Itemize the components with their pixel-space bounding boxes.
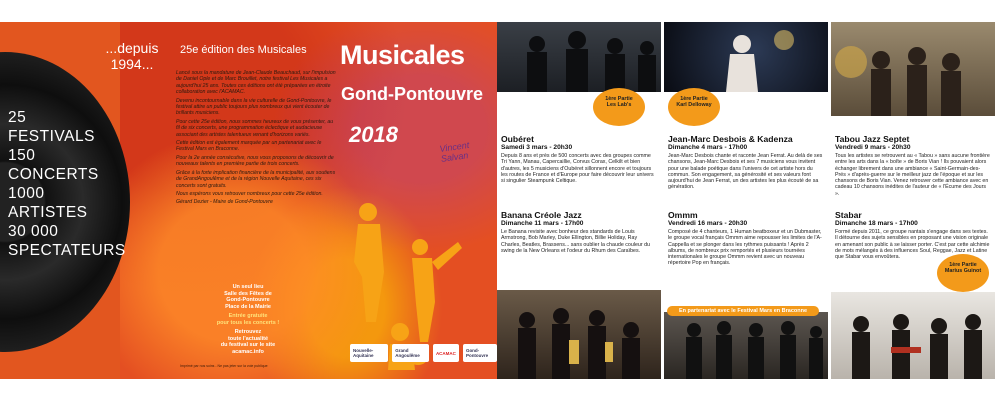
stat-line: 25 (8, 109, 27, 126)
event-card (835, 134, 991, 197)
artist-signature: Vincent Salvan (438, 139, 470, 164)
sponsor-logo: Nouvelle-Aquitaine (350, 344, 388, 362)
festival-year: 2018 (349, 122, 398, 147)
sponsor-logo: Grand Angoulême (392, 344, 429, 362)
programme-column (831, 22, 995, 379)
event-title: Stabar (835, 210, 862, 220)
badge-label: 1ère Partie (680, 96, 708, 102)
entry-line: Entrée gratuite (228, 313, 268, 319)
venue-line: Un seul lieu (232, 284, 264, 290)
letter-paragraph: Grâce à la forte implication financière de la municipalité, aux soutiens de GrandAngoulême et de la région Nouvelle Aquitaine, ces six concerts sont gratuits. (176, 169, 336, 189)
event-description: Jean-Marc Desbois chante et raconte Jean Ferrat. Au delà de ses chansons, Jean-Marc Desbois et ses 7 musiciens vous invitent pour une balade poétique dans l'univers de cet artiste hors du commun. Son engagement, sa générosité et ses valeurs font aujourd'hui de Jean Ferrat, un des artistes les plus écouté de sa génération. (668, 153, 823, 191)
event-card (668, 134, 824, 191)
letter-paragraph: Cette édition est également marquée par un partenariat avec le Festival Mars en Braconne. (176, 140, 322, 153)
opening-act-badge (937, 254, 989, 292)
entry-line: pour tous les concerts ! (216, 319, 280, 326)
stat-line: CONCERTS (8, 166, 99, 183)
news-line: du festival sur le site (220, 342, 276, 348)
stats-list (8, 108, 126, 260)
letter-signature: Gérard Dezier - Maire de Gond-Pontouvre (176, 199, 273, 206)
event-card (501, 134, 657, 184)
mayor-letter (176, 70, 336, 208)
letter-paragraph: Nous espérons vous retrouver nombreux pour cette 25e édition. (176, 190, 323, 197)
opening-act-badge (668, 88, 720, 126)
event-title: Banana Créole Jazz (501, 210, 582, 220)
stat-line: 1000 (8, 185, 45, 202)
news-line: Retrouvez (234, 329, 262, 335)
sponsor-logo: ACAMAC (433, 344, 459, 362)
event-description: Le Banana revisite avec bonheur des standards de Louis Armstrong, Bob Marley, Duke Ellington, Billie Holiday, Ray Charles, Beatles, Brassens... sans oublier la chaude couleur du swing de la New Orleans et l'odeur du Rhum des Caraïbes. (501, 229, 650, 254)
website-link[interactable]: acamac.info (232, 348, 264, 355)
badge-label: 1ère Partie (949, 262, 977, 268)
event-date: Dimanche 11 mars - 17h00 (501, 220, 584, 227)
programme-panel (497, 22, 995, 379)
event-title: Ommm (668, 210, 698, 220)
stat-line: 150 (8, 147, 36, 164)
badge-artist: Karl Delloway (676, 102, 712, 109)
event-description: Composé de 4 chanteurs, 1 Human beatboxeur et un Dubmaster, le groupe vocal français Ommm aime repousser les limites de l'A-Cappella et se plonger dans les rythmes puissants ! Après 2 albums, de nombreux prix remportés et plusieurs tournées internationales le groupe Ommm revient avec un nouveau répertoire Pop en français. (668, 229, 822, 267)
badge-artist: Marius Guinot (944, 268, 982, 275)
festival-town: Gond-Pontouvre (341, 84, 483, 104)
stat-line: FESTIVALS (8, 128, 95, 145)
stat-line: SPECTATEURS (8, 242, 126, 259)
since-tagline: ...depuis 1994... (105, 40, 159, 72)
band-photo-stabar (831, 292, 995, 379)
sponsor-logo: Gond-Pontouvre (463, 344, 497, 362)
event-date: Vendredi 16 mars - 20h30 (668, 220, 748, 227)
programme-column (664, 22, 828, 379)
programme-column (497, 22, 661, 379)
edition-heading: 25e édition des Musicales (180, 44, 307, 56)
letter-paragraph: Pour la 2e année consécutive, nous vous proposons de découvrir de nouveaux talents en première partie de trois concerts. (176, 154, 334, 168)
event-card (501, 210, 657, 254)
event-date: Samedi 3 mars - 20h30 (501, 144, 573, 151)
print-notice: Imprimé par nos soins - Ne pas jeter sur la voie publique (180, 364, 268, 368)
event-description: Depuis 8 ans et près de 500 concerts avec des groupes comme Tri Yann, Manau, Capercaillie, Corvus Corax, Celkilt et bien d'autres, les 5 musiciens d'Oubéret sillonnent encore et toujours les routes de France et d'Europe pour faire découvrir leur univers si singulier Steampunk Celtique. (501, 153, 654, 185)
cover-panel (0, 22, 497, 379)
event-title: Jean-Marc Desbois & Kadenza (668, 134, 793, 144)
band-photo-ommm (664, 312, 828, 379)
event-card (668, 210, 824, 267)
news-line: toute l'actualité (227, 335, 269, 342)
stat-line: 30 000 (8, 223, 59, 240)
partner-banner: En partenariat avec le Festival Mars en Braconne (667, 306, 819, 316)
band-photo-oubéret (497, 22, 661, 92)
event-description: Tous les artistes se retrouvent au « Tabou » sans aucune frontière entre les arts dans la « boîte » de Boris Vian ! Ils pouvaient alors échanger librement dans une ambiance « Saint-Germain-des-Prés » d'après-guerre sur le meilleur jazz de l'époque et sur les chansons de Boris Vian. Venez retrouver cette ambiance avec en cadeau 10 chansons inédites de l'auteur de « l'Écume des Jours ». (835, 153, 990, 197)
letter-paragraph: Lancé sous la mandature de Jean-Claude Beauchaud, sur l'impulsion de Daniel Ople et de Marc Brouillet, notre festival Les Musicales a aujourd'hui 25 ans. Toutes ces éditions ont été préparées en étroite collaboration avec l'ACAMAC. (176, 70, 336, 96)
venue-line: Gond-Pontouvre (226, 297, 270, 303)
event-title: Tabou Jazz Septet (835, 134, 910, 144)
stat-line: ARTISTES (8, 204, 88, 221)
venue-info (200, 284, 296, 355)
badge-artist: Les Lab's (606, 102, 632, 109)
event-description: Formé depuis 2011, ce groupe nantais s'engage dans ses textes. Il détourne des sujets sensibles en proposant une vision originale en amenant son public à se laisser porter. C'est par cette alchimie de mots mélangés à des influences Soul, Reggae, Jazz et Latine que Stabar vous envoûtera. (835, 229, 990, 261)
event-date: Vendredi 9 mars - 20h30 (835, 144, 911, 151)
opening-act-badge (593, 88, 645, 126)
event-date: Dimanche 18 mars - 17h00 (835, 220, 918, 227)
band-photo-banana (497, 290, 661, 379)
event-date: Dimanche 4 mars - 17h00 (668, 144, 748, 151)
festival-title: Musicales (340, 40, 465, 70)
letter-paragraph: Pour cette 25e édition, nous sommes heureux de vous présenter, au fil de six concerts, une programmation éclectique et audacieuse associant des artistes talentueux venant d'horizons variés. (176, 118, 334, 138)
letter-paragraph: Devenu incontournable dans la vie culturelle de Gond-Pontouvre, le festival attire un public toujours plus nombreux qui vient écouter de brillants musiciens. (176, 97, 332, 117)
event-card (835, 210, 991, 260)
band-photo-desbois (664, 22, 828, 92)
badge-label: 1ère Partie (605, 96, 633, 102)
venue-line: Salle des Fêtes de (224, 290, 272, 297)
event-title: Oubéret (501, 134, 534, 144)
band-photo-tabou (831, 22, 995, 116)
venue-line: Place de la Mairie (225, 303, 271, 310)
sponsor-logos (350, 344, 497, 362)
